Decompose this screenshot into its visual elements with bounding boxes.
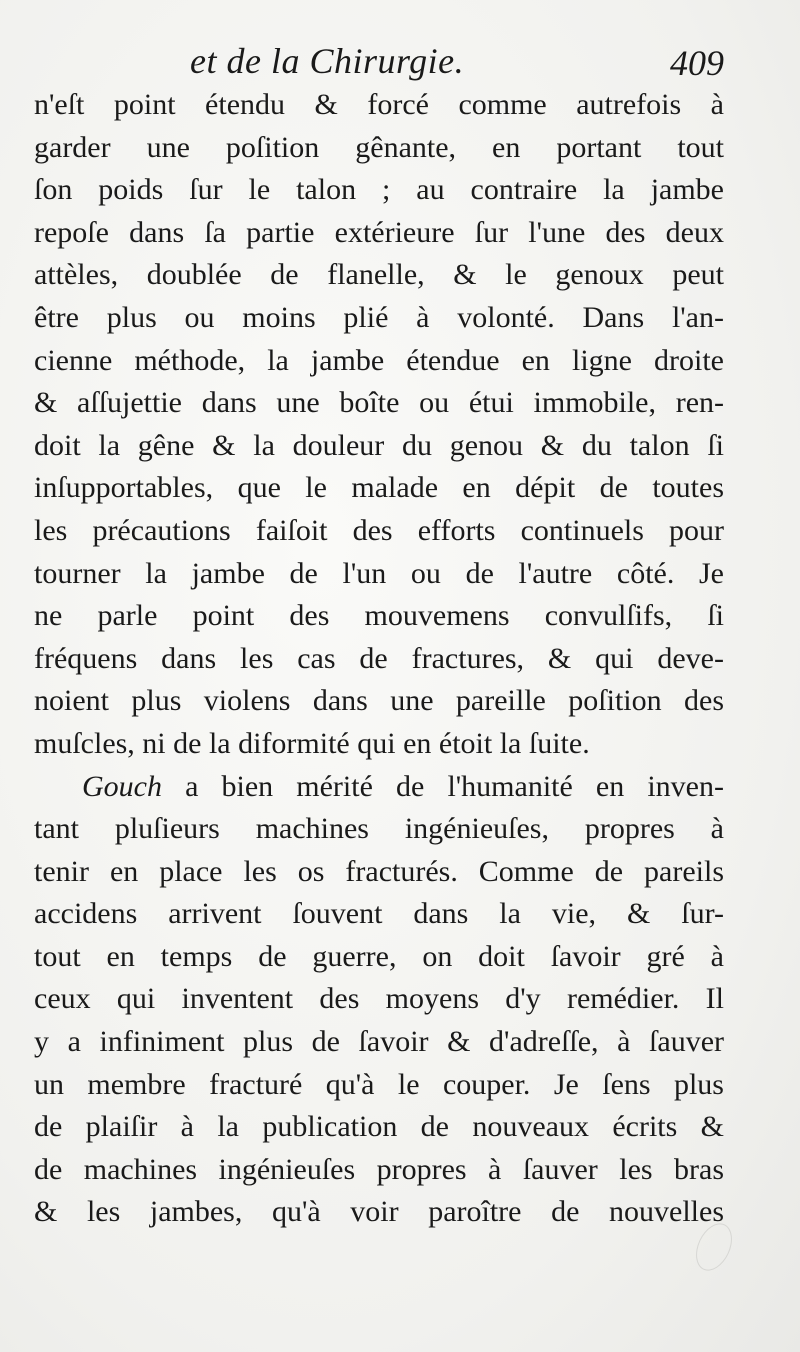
text-line: noient plus violens dans une pareille poſition des xyxy=(34,684,724,718)
text-line: ceux qui inventent des moyens d'y remédier. Il xyxy=(34,982,724,1016)
text-line: attèles, doublée de flanelle, & le genoux peut xyxy=(34,258,724,292)
author-name: Gouch xyxy=(82,769,162,803)
text-line: accidens arrivent ſouvent dans la vie, & ſur- xyxy=(34,897,724,931)
text-line: ne parle point des mouvemens convulſifs, ſi xyxy=(34,599,724,633)
text-line: tenir en place les os fracturés. Comme de pareils xyxy=(34,854,724,888)
text-line: de plaiſir à la publication de nouveaux écrits & xyxy=(34,1110,724,1144)
paragraph-first-line xyxy=(34,766,724,809)
text-line: ſon poids ſur le talon ; au contraire la jambe xyxy=(34,173,724,207)
text-line: y a infiniment plus de ſavoir & d'adreſſe, à ſauver xyxy=(34,1025,724,1059)
text-line: repoſe dans ſa partie extérieure ſur l'une des deux xyxy=(34,215,724,249)
text-line: muſcles, ni de la diformité qui en étoit la ſuite. xyxy=(34,726,590,760)
text-line: cienne méthode, la jambe étendue en ligne droite xyxy=(34,343,724,377)
text-line: être plus ou moins plié à volonté. Dans l'an- xyxy=(34,300,724,334)
text-fragment: a bien mérité de l'humanité en inven- xyxy=(185,769,724,803)
body-text xyxy=(34,84,724,1234)
text-line: les précautions faiſoit des efforts continuels pour xyxy=(34,513,724,547)
running-title: et de la Chirurgie. xyxy=(190,41,465,81)
text-line: fréquens dans les cas de fractures, & qui deve- xyxy=(34,641,724,675)
text-line: garder une poſition gênante, en portant tout xyxy=(34,130,724,164)
text-line: tourner la jambe de l'un ou de l'autre côté. Je xyxy=(34,556,724,590)
text-line: un membre fracturé qu'à le couper. Je ſens plus xyxy=(34,1067,724,1101)
text-line: & les jambes, qu'à voir paroître de nouvelles xyxy=(34,1195,724,1229)
text-line: n'eſt point étendu & forcé comme autrefois à xyxy=(34,88,724,121)
text-line: tout en temps de guerre, on doit ſavoir gré à xyxy=(34,939,724,973)
text-line: de machines ingénieuſes propres à ſauver les bras xyxy=(34,1152,724,1186)
text-line: doit la gêne & la douleur du genou & du talon ſi xyxy=(34,428,724,462)
text-line: & aſſujettie dans une boîte ou étui immobile, ren- xyxy=(34,386,724,420)
text-line: inſupportables, que le malade en dépit de toutes xyxy=(34,471,724,505)
page-number: 409 xyxy=(670,43,724,83)
text-line: tant pluſieurs machines ingénieuſes, propres à xyxy=(34,812,724,846)
